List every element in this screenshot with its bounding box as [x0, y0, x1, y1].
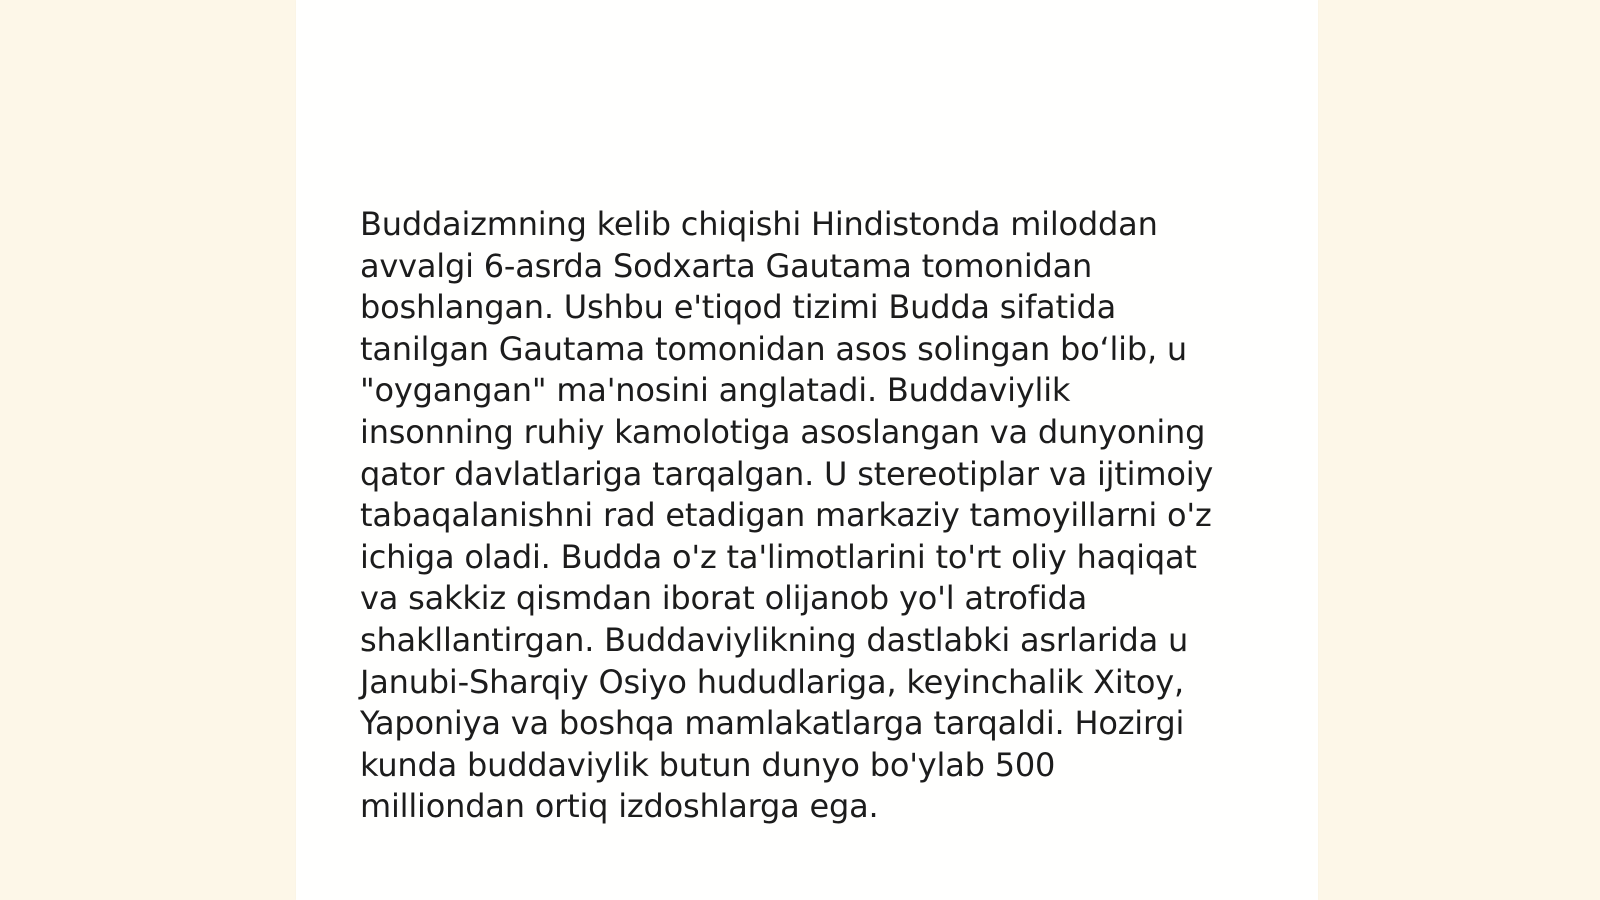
- paragraph-line: Yaponiya va boshqa mamlakatlarga tarqaldi. Hozirgi: [360, 704, 1185, 743]
- paragraph-line: milliondan ortiq izdoshlarga ega.: [360, 787, 879, 826]
- paragraph-line: avvalgi 6-asrda Sodxarta Gautama tomonidan: [360, 246, 1093, 285]
- paragraph-line: Buddaizmning kelib chiqishi Hindistonda miloddan: [360, 205, 1158, 243]
- paragraph-line: qator davlatlariga tarqalgan. U stereotiplar va ijtimoiy: [360, 454, 1214, 493]
- document-page: [296, 0, 1318, 900]
- paragraph-line: shakllantirgan. Buddaviylikning dastlabki asrlarida u: [360, 620, 1189, 659]
- paragraph-line: va sakkiz qismdan iborat olijanob yo'l atrofida: [360, 579, 1088, 618]
- paragraph-line: boshlangan. Ushbu e'tiqod tizimi Budda sifatida: [360, 288, 1117, 327]
- paragraph-line: insonning ruhiy kamolotiga asoslangan va dunyoning: [360, 412, 1206, 451]
- paragraph-line: kunda buddaviylik butun dunyo bo'ylab 500: [360, 745, 1056, 784]
- paragraph-line: tanilgan Gautama tomonidan asos solingan boʻlib, u: [360, 329, 1187, 368]
- body-paragraph: [360, 204, 1260, 828]
- paragraph-line: ichiga oladi. Budda o'z ta'limotlarini to'rt oliy haqiqat: [360, 537, 1197, 576]
- paragraph-line: "oygangan" ma'nosini anglatadi. Buddaviylik: [360, 371, 1071, 410]
- paragraph-line: tabaqalanishni rad etadigan markaziy tamoyillarni o'z: [360, 496, 1212, 535]
- paragraph-line: Janubi-Sharqiy Osiyo hududlariga, keyinchalik Xitoy,: [360, 662, 1184, 701]
